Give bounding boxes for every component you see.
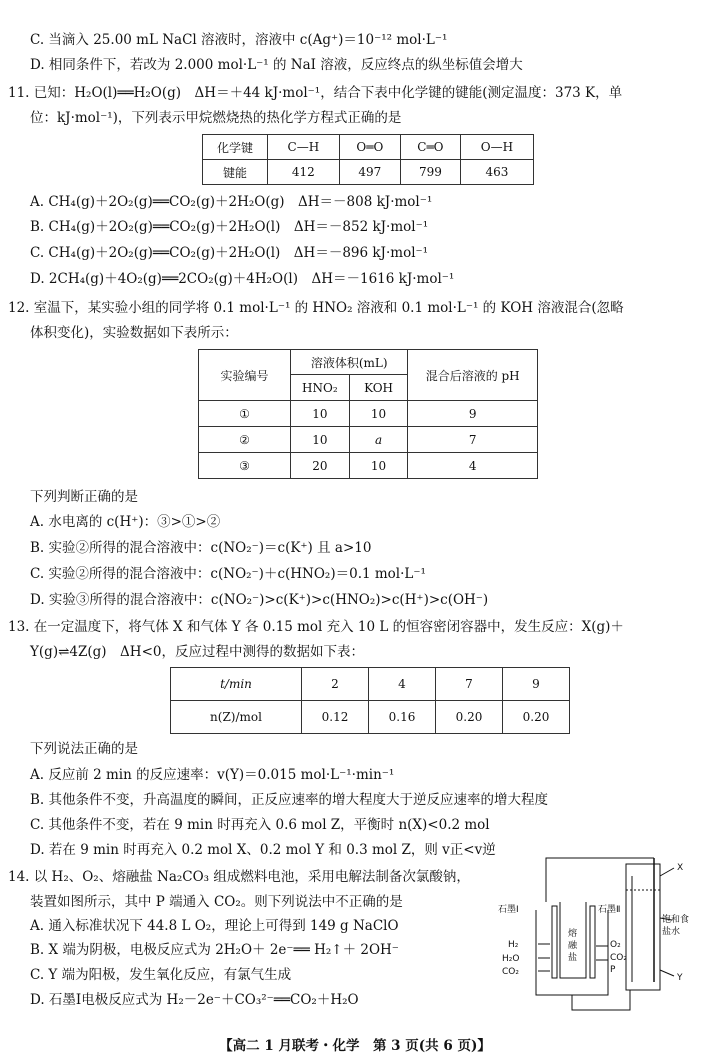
q12-stem-line2: 体积变化)，实验数据如下表所示： — [30, 325, 238, 341]
label-line-x — [660, 868, 674, 876]
q12-option-c: C. 实验②所得的混合溶液中：c(NO₂⁻)＋c(HNO₂)＝0.1 mol·L⁻¹ — [30, 566, 426, 582]
q14-option-d: D. 石墨Ⅰ电极反应式为 H₂－2e⁻＋CO₃²⁻══CO₂＋H₂O — [30, 992, 359, 1008]
q13-option-c: C. 其他条件不变，若在 9 min 时再充入 0.6 mol Z，平衡时 n(X)<0.2 mol — [30, 817, 490, 833]
table-cell: t/min — [171, 668, 302, 701]
table-cell: 799 — [400, 160, 460, 185]
table-cell: 20 — [291, 453, 350, 479]
table-header: KOH — [349, 375, 408, 401]
q10-option-c: C. 当滴入 25.00 mL NaCl 溶液时，溶液中 c(Ag⁺)＝10⁻¹² mol·L⁻¹ — [30, 32, 448, 48]
q12-prompt: 下列判断正确的是 — [30, 489, 138, 505]
table-cell: 463 — [460, 160, 533, 185]
q11-option-a: A. CH₄(g)＋2O₂(g)══CO₂(g)＋2H₂O(g) ΔH＝－808 kJ·mol⁻¹ — [30, 194, 433, 210]
table-cell: C═O — [400, 135, 460, 160]
q14-option-c: C. Y 端为阳极，发生氧化反应，有氯气生成 — [30, 967, 292, 983]
table-cell: 0.20 — [503, 701, 570, 734]
q13-prompt: 下列说法正确的是 — [30, 741, 138, 757]
table-cell: 412 — [268, 160, 340, 185]
table-cell: a — [349, 427, 408, 453]
q14-stem-line2: 装置如图所示，其中 P 端通入 CO₂。则下列说法中不正确的是 — [30, 894, 403, 910]
table-cell: 0.16 — [369, 701, 436, 734]
label-brine-2: 盐水 — [662, 927, 681, 937]
table-row — [199, 427, 538, 453]
q11-stem-line1: 11. 已知：H₂O(l)══H₂O(g) ΔH＝＋44 kJ·mol⁻¹，结合下表中化学键的键能(测定温度：373 K，单 — [8, 85, 623, 101]
bottom-wire — [572, 990, 630, 1010]
q14-apparatus-diagram — [496, 850, 696, 1020]
label-graphite-2: 石墨Ⅱ — [598, 905, 621, 915]
table-cell: 7 — [408, 427, 538, 453]
q10-option-d: D. 相同条件下，若改为 2.000 mol·L⁻¹ 的 NaI 溶液，反应终点的纵坐标值会增大 — [30, 57, 523, 73]
q13-data-table — [170, 667, 570, 734]
label-co2-in: CO₂ — [610, 953, 627, 963]
q14-option-b: B. X 端为阴极，电极反应式为 2H₂O＋ 2e⁻══ H₂↑＋ 2OH⁻ — [30, 942, 399, 958]
electrolysis-cell — [626, 864, 660, 990]
label-h2: H₂ — [508, 940, 519, 950]
table-cell: 7 — [436, 668, 503, 701]
q11-option-c: C. CH₄(g)＋2O₂(g)══CO₂(g)＋2H₂O(l) ΔH＝－896 kJ·mol⁻¹ — [30, 245, 429, 261]
q12-option-d: D. 实验③所得的混合溶液中：c(NO₂⁻)>c(K⁺)>c(HNO₂)>c(H⁺)>c(OH⁻) — [30, 592, 489, 608]
q11-bond-energy-table — [202, 134, 534, 185]
q13-stem-line1: 13. 在一定温度下，将气体 X 和气体 Y 各 0.15 mol 充入 10 L 的恒容密闭容器中，发生反应：X(g)＋ — [8, 619, 624, 635]
table-header: 混合后溶液的 pH — [408, 350, 538, 401]
q12-stem-line1: 12. 室温下，某实验小组的同学将 0.1 mol·L⁻¹ 的 HNO₂ 溶液和 0.1 mol·L⁻¹ 的 KOH 溶液混合(忽略 — [8, 300, 624, 316]
table-cell: 10 — [291, 427, 350, 453]
q12-option-b: B. 实验②所得的混合溶液中：c(NO₂⁻)＝c(K⁺) 且 a>10 — [30, 540, 372, 556]
graphite-electrode-1 — [552, 906, 557, 978]
label-graphite-1: 石墨Ⅰ — [498, 905, 519, 915]
table-cell: n(Z)/mol — [171, 701, 302, 734]
q13-stem-line2: Y(g)⇌4Z(g) ΔH<0，反应过程中测得的数据如下表： — [30, 644, 364, 660]
table-cell: ② — [199, 427, 291, 453]
q11-stem-line2: 位：kJ·mol⁻¹)，下列表示甲烷燃烧热的热化学方程式正确的是 — [30, 110, 402, 126]
label-h2o: H₂O — [502, 954, 520, 964]
q12-experiment-table — [198, 349, 538, 479]
table-cell: 497 — [339, 160, 400, 185]
label-o2: O₂ — [610, 940, 621, 950]
q11-option-d: D. 2CH₄(g)＋4O₂(g)══2CO₂(g)＋4H₂O(l) ΔH＝－1616 kJ·mol⁻¹ — [30, 271, 455, 287]
label-molten-salt-1: 熔 — [568, 929, 578, 939]
q11-option-b: B. CH₄(g)＋2O₂(g)══CO₂(g)＋2H₂O(l) ΔH＝－852 kJ·mol⁻¹ — [30, 219, 429, 235]
table-cell: C—H — [268, 135, 340, 160]
table-row — [199, 401, 538, 427]
page-footer: 【高二 1 月联考・化学 第 3 页(共 6 页)】 — [219, 1038, 491, 1054]
label-y: Y — [677, 973, 683, 983]
table-cell: 10 — [291, 401, 350, 427]
q12-option-a: A. 水电离的 c(H⁺)：③>①>② — [30, 514, 221, 530]
table-cell: 键能 — [203, 160, 268, 185]
graphite-electrode-2 — [590, 906, 595, 978]
molten-salt-compartment — [560, 902, 586, 978]
label-molten-salt-3: 盐 — [568, 953, 578, 963]
table-cell: 0.12 — [302, 701, 369, 734]
label-line-y — [660, 970, 674, 976]
table-cell: 9 — [408, 401, 538, 427]
table-cell: ① — [199, 401, 291, 427]
q14-stem-line1: 14. 以 H₂、O₂、熔融盐 Na₂CO₃ 组成燃料电池，采用电解法制备次氯酸钠， — [8, 869, 470, 885]
table-cell: O═O — [339, 135, 400, 160]
table-cell: 化学键 — [203, 135, 268, 160]
label-p: P — [610, 965, 616, 975]
table-cell: ③ — [199, 453, 291, 479]
label-co2-out: CO₂ — [502, 967, 519, 977]
table-cell: 9 — [503, 668, 570, 701]
q13-option-a: A. 反应前 2 min 的反应速率：v(Y)＝0.015 mol·L⁻¹·min⁻¹ — [30, 767, 395, 783]
top-wire — [546, 858, 624, 902]
q14-option-a: A. 通入标准状况下 44.8 L O₂，理论上可得到 149 g NaClO — [30, 918, 399, 934]
label-molten-salt-2: 融 — [568, 941, 578, 951]
table-cell: 10 — [349, 453, 408, 479]
label-x: X — [677, 863, 684, 873]
table-row — [199, 453, 538, 479]
table-header: 溶液体积(mL) — [291, 350, 408, 375]
table-cell: 0.20 — [436, 701, 503, 734]
table-cell: 10 — [349, 401, 408, 427]
q13-option-d: D. 若在 9 min 时再充入 0.2 mol X、0.2 mol Y 和 0.3 mol Z，则 v正<v逆 — [30, 842, 496, 858]
q13-option-b: B. 其他条件不变，升高温度的瞬间，正反应速率的增大程度大于逆反应速率的增大程度 — [30, 792, 549, 808]
table-header: 实验编号 — [199, 350, 291, 401]
label-brine-1: 饱和食 — [662, 915, 690, 925]
table-cell: O—H — [460, 135, 533, 160]
table-header: HNO₂ — [291, 375, 350, 401]
table-cell: 4 — [369, 668, 436, 701]
table-cell: 4 — [408, 453, 538, 479]
table-cell: 2 — [302, 668, 369, 701]
